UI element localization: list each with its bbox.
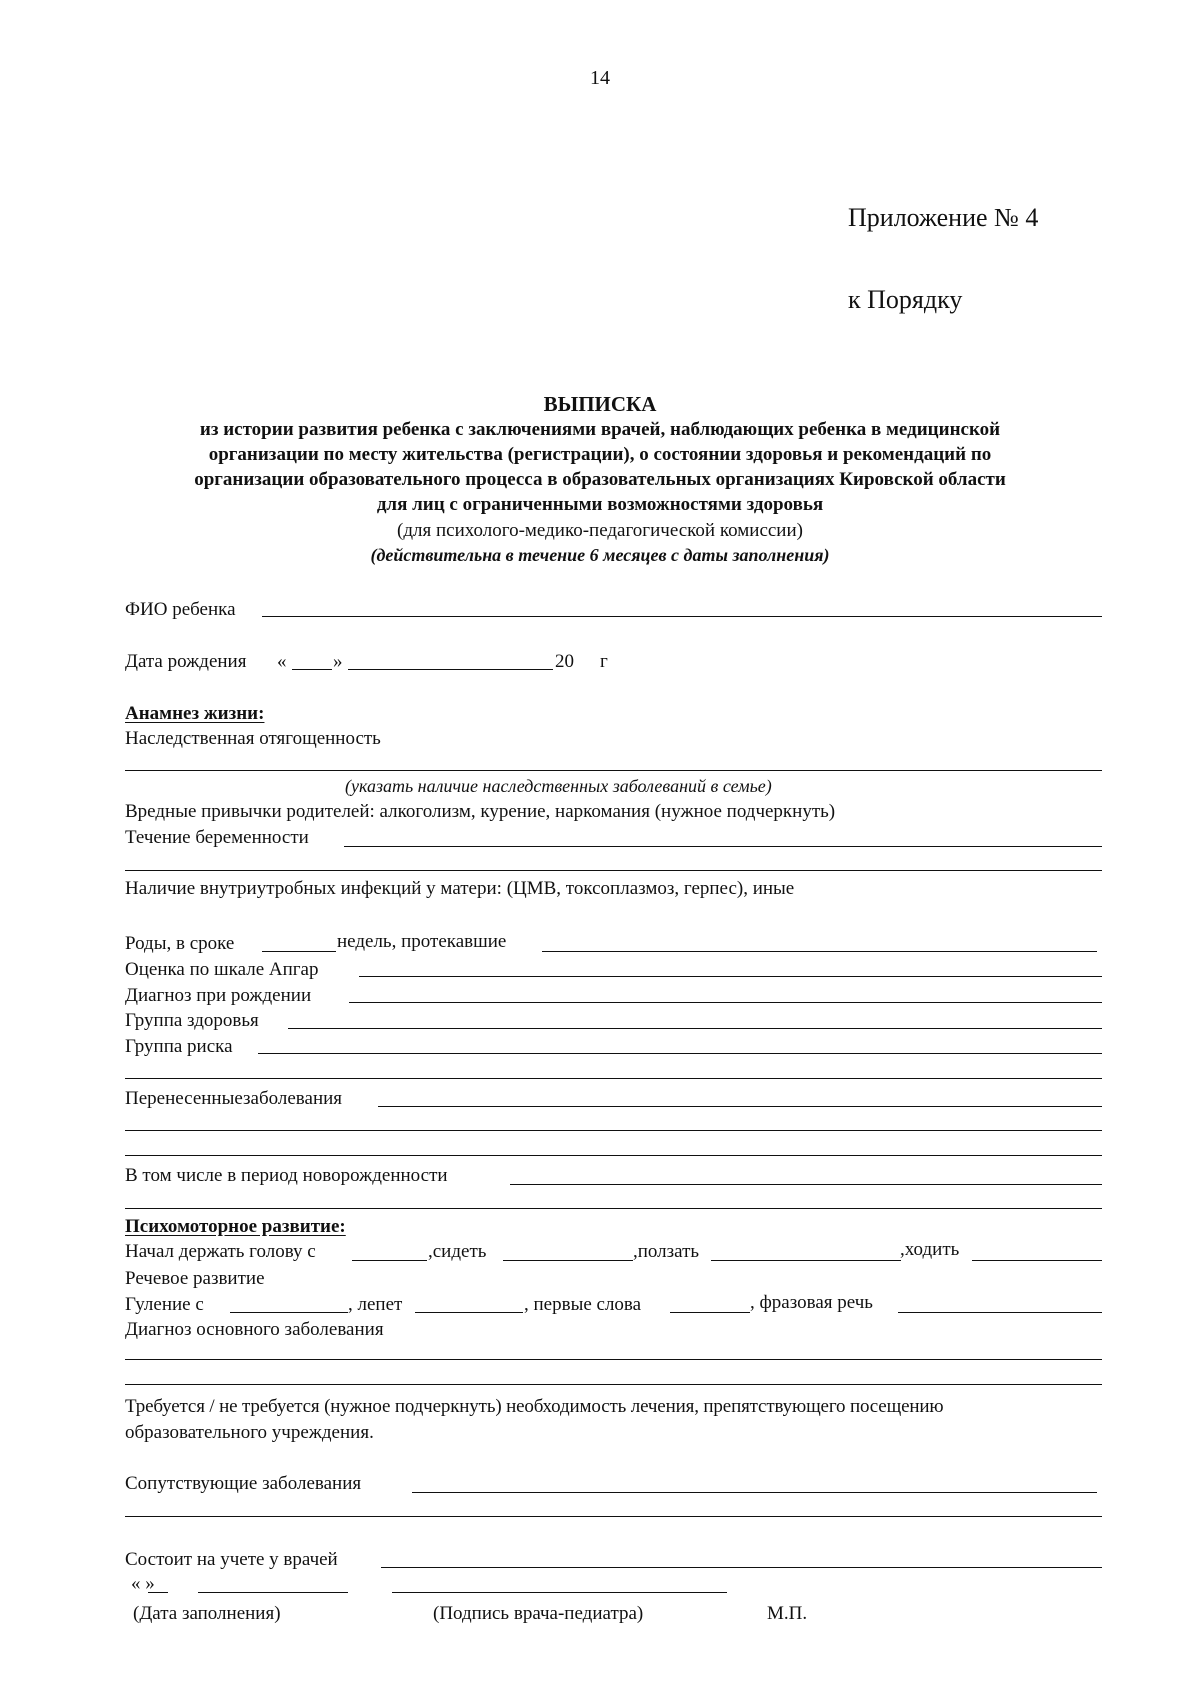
fill-date-quote: « » [131, 1573, 155, 1594]
neonatal-line-2[interactable] [125, 1208, 1102, 1209]
infections-label: Наличие внутриутробных инфекций у матери: (ЦМВ, токсоплазмоз, герпес), иные [125, 878, 795, 899]
risk-group-line-2[interactable] [125, 1078, 1102, 1079]
habits-label: Вредные привычки родителей: алкоголизм, курение, наркомания (нужное подчеркнуть) [125, 801, 836, 822]
heredity-label: Наследственная отягощенность [125, 728, 381, 749]
child-name-label: ФИО ребенка [125, 599, 236, 620]
birth-term-label: Роды, в сроке [125, 933, 235, 954]
birth-date-quote-open: « [277, 651, 287, 672]
risk-group-line[interactable] [258, 1053, 1102, 1054]
child-name-line[interactable] [262, 616, 1102, 617]
health-group-line[interactable] [288, 1028, 1102, 1029]
phrase-label: , фразовая речь [750, 1292, 873, 1313]
heading-line-1: из истории развития ребенка с заключениями врачей, наблюдающих ребенка в медицинской [199, 419, 1001, 440]
registered-line[interactable] [381, 1567, 1102, 1568]
birth-year-suffix: г [600, 651, 608, 672]
walk-label: ,ходить [900, 1239, 960, 1260]
pregnancy-line-2[interactable] [125, 870, 1102, 871]
past-diseases-line-3[interactable] [125, 1155, 1102, 1156]
head-label: Начал держать голову с [125, 1241, 316, 1262]
first-words-label: , первые слова [524, 1294, 642, 1315]
apgar-line[interactable] [359, 976, 1102, 977]
signature-label: (Подпись врача-педиатра) [433, 1603, 644, 1624]
fill-date-label: (Дата заполнения) [133, 1603, 281, 1624]
heading-purpose: (для психолого-медико-педагогической комиссии) [397, 520, 803, 541]
neonatal-line[interactable] [510, 1184, 1102, 1185]
phrase-line[interactable] [898, 1312, 1102, 1313]
neonatal-label: В том числе в период новорожденности [125, 1165, 448, 1186]
first-words-line[interactable] [670, 1312, 750, 1313]
crawl-line[interactable] [711, 1260, 901, 1261]
concomitant-line[interactable] [412, 1492, 1097, 1493]
fill-day-line[interactable] [148, 1592, 168, 1593]
treatment-line-1: Требуется / не требуется (нужное подчеркнуть) необходимость лечения, препятствующего посещению [125, 1396, 944, 1417]
birth-day-line[interactable] [292, 669, 332, 670]
concomitant-label: Сопутствующие заболевания [125, 1473, 362, 1494]
signature-line[interactable] [392, 1592, 727, 1593]
cooing-line[interactable] [230, 1312, 348, 1313]
birth-date-label: Дата рождения [125, 651, 247, 672]
birth-term-line[interactable] [262, 951, 336, 952]
pregnancy-line[interactable] [344, 846, 1102, 847]
risk-group-label: Группа риска [125, 1036, 233, 1057]
heading-line-3: организации образовательного процесса в образовательных организациях Кировской области [194, 469, 1006, 490]
stamp-label: М.П. [767, 1603, 808, 1624]
main-diagnosis-line-2[interactable] [125, 1384, 1102, 1385]
heredity-line[interactable] [125, 770, 1102, 771]
birth-month-line[interactable] [348, 669, 553, 670]
health-group-label: Группа здоровья [125, 1010, 259, 1031]
appendix-title: Приложение № 4 [848, 203, 1039, 232]
treatment-line-2: образовательного учреждения. [125, 1422, 374, 1443]
babble-line[interactable] [415, 1312, 523, 1313]
appendix-reference: к Порядку [848, 285, 963, 314]
heading-line-2: организации по месту жительства (регистрации), о состоянии здоровья и рекомендаций по [208, 444, 992, 465]
page-number: 14 [590, 67, 610, 89]
birth-year-prefix: 20 [555, 651, 574, 672]
sit-line[interactable] [503, 1260, 633, 1261]
past-diseases-line[interactable] [378, 1106, 1102, 1107]
speech-label: Речевое развитие [125, 1268, 265, 1289]
sit-label: ,сидеть [428, 1241, 487, 1262]
crawl-label: ,ползать [633, 1241, 700, 1262]
document-title: ВЫПИСКА [543, 392, 657, 416]
apgar-label: Оценка по шкале Апгар [125, 959, 319, 980]
pregnancy-label: Течение беременности [125, 827, 309, 848]
main-diagnosis-label: Диагноз основного заболевания [125, 1319, 384, 1340]
concomitant-line-2[interactable] [125, 1516, 1102, 1517]
walk-line[interactable] [972, 1260, 1102, 1261]
heredity-hint: (указать наличие наследственных заболеваний в семье) [345, 776, 772, 796]
heading-line-4: для лиц с ограниченными возможностями здоровья [376, 494, 824, 515]
heading-validity: (действительна в течение 6 месяцев с даты заполнения) [370, 545, 830, 565]
birth-weeks-label: недель, протекавшие [337, 931, 507, 952]
past-diseases-label: Перенесенныезаболевания [125, 1088, 343, 1109]
registered-label: Состоит на учете у врачей [125, 1549, 338, 1570]
birth-diagnosis-label: Диагноз при рождении [125, 985, 312, 1006]
birth-diagnosis-line[interactable] [349, 1002, 1102, 1003]
cooing-label: Гуление с [125, 1294, 204, 1315]
anamnesis-title: Анамнез жизни: [125, 703, 265, 724]
past-diseases-line-2[interactable] [125, 1130, 1102, 1131]
fill-date-line[interactable] [198, 1592, 348, 1593]
birth-course-line[interactable] [542, 951, 1097, 952]
psychomotor-title: Психомоторное развитие: [125, 1216, 346, 1237]
babble-label: , лепет [348, 1294, 403, 1315]
head-line[interactable] [352, 1260, 427, 1261]
birth-date-quote-close: » [333, 651, 343, 672]
main-diagnosis-line[interactable] [125, 1359, 1102, 1360]
